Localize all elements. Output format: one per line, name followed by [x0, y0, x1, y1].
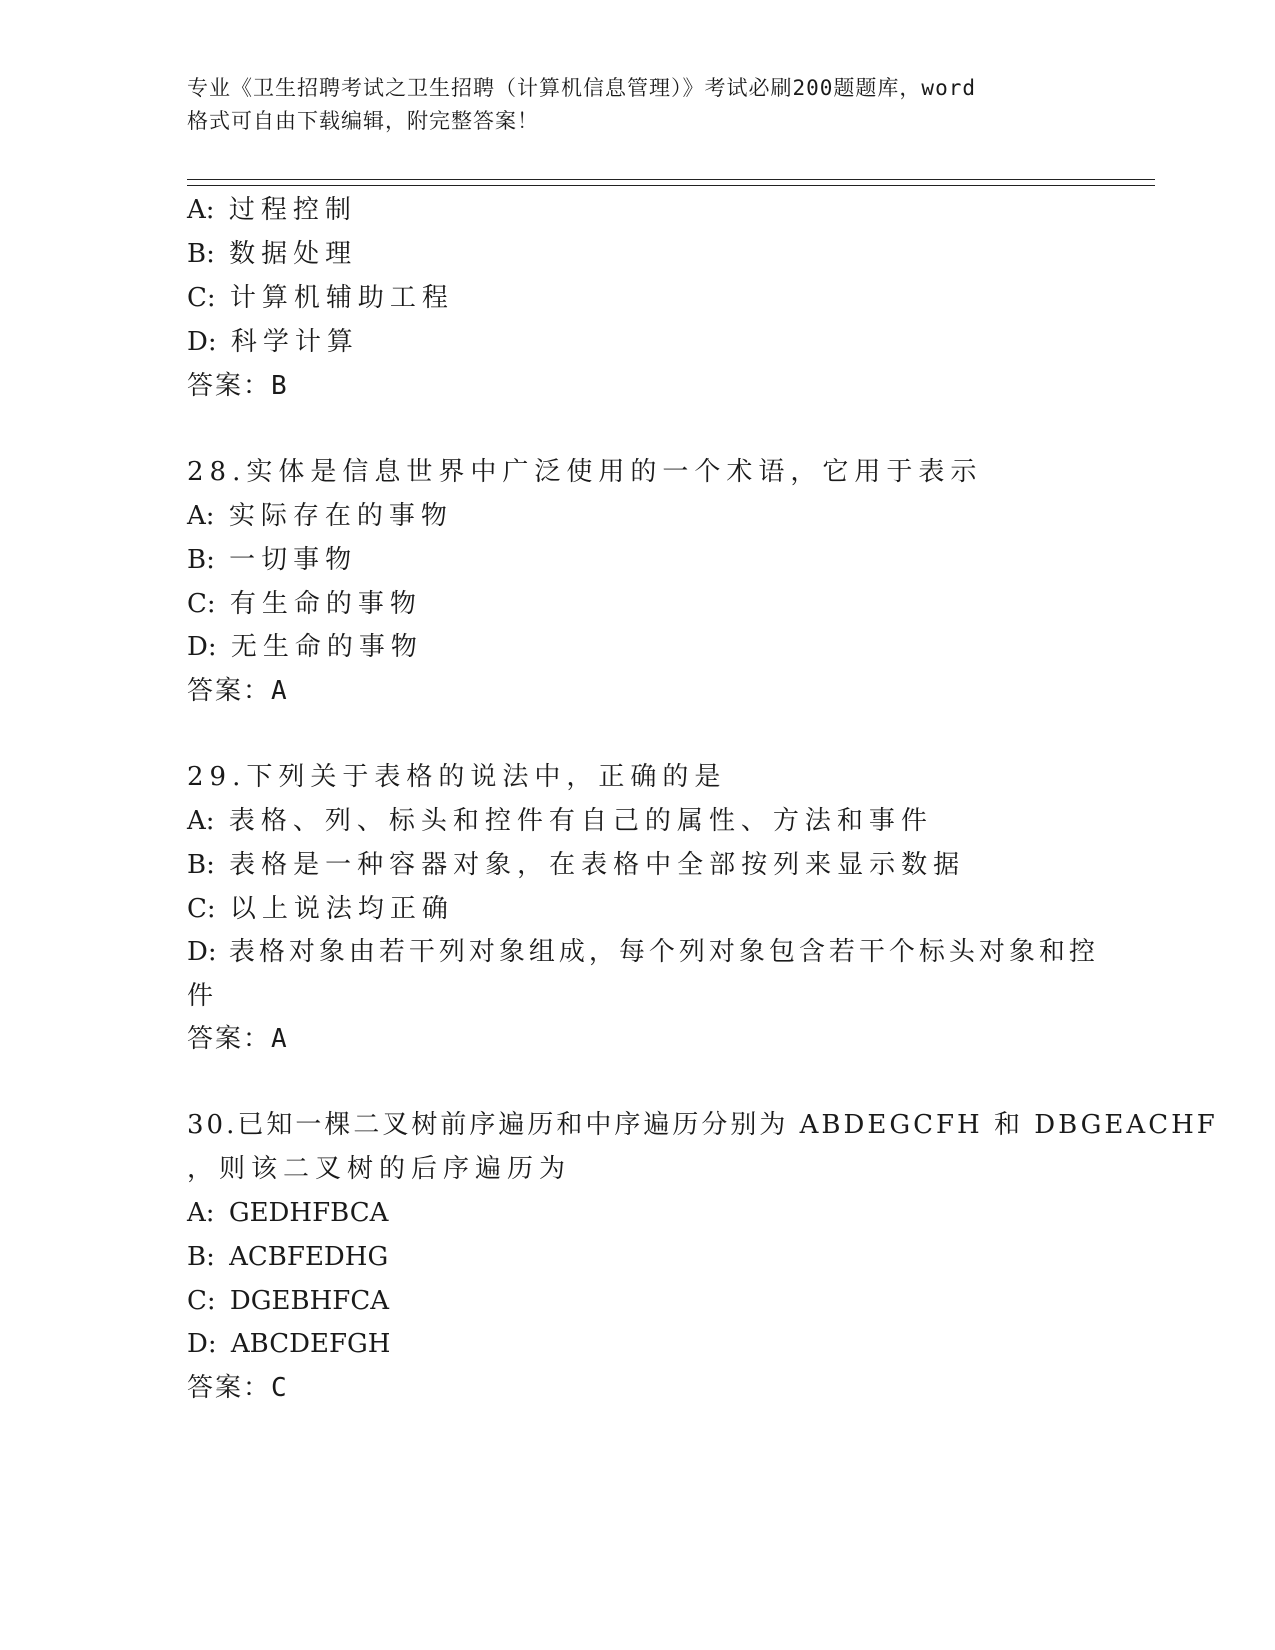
document-title [187, 72, 1097, 138]
title-line-2: 格式可自由下载编辑，附完整答案！ [187, 109, 539, 133]
question-30: 30.已知一棵二叉树前序遍历和中序遍历分别为 ABDEGCFH 和 DBGEACHF [187, 1110, 1218, 1140]
answer-line: 答案：B [187, 371, 287, 401]
question-29: 29.下列关于表格的说法中，正确的是 [187, 762, 727, 792]
option-b: B: 一切事物 [187, 545, 358, 575]
option-d: D: 无生命的事物 [187, 632, 423, 662]
option-a: A: 表格、列、标头和控件有自己的属性、方法和事件 [187, 806, 933, 836]
option-c: C: 计算机辅助工程 [187, 283, 454, 313]
option-b: B: 数据处理 [187, 239, 358, 269]
option-c: C: 有生命的事物 [187, 589, 422, 619]
option-d-continuation: 件 [187, 981, 220, 1011]
answer-line: 答案：A [187, 1024, 287, 1054]
option-d: D: 科学计算 [187, 327, 359, 357]
title-line-1: 专业《卫生招聘考试之卫生招聘（计算机信息管理）》考试必刷200题题库，word [187, 76, 976, 100]
answer-value: B [271, 371, 287, 401]
question-30-continuation: ，则该二叉树的后序遍历为 [187, 1154, 572, 1184]
answer-value: A [271, 1024, 287, 1054]
option-a: A: 过程控制 [187, 195, 357, 225]
title-divider-top [187, 179, 1155, 180]
answer-line: 答案：C [187, 1373, 287, 1403]
option-d: D: 表格对象由若干列对象组成，每个列对象包含若干个标头对象和控 [187, 937, 1099, 967]
answer-value: C [271, 1373, 287, 1403]
option-c: C: 以上说法均正确 [187, 894, 454, 924]
option-a: A: 实际存在的事物 [187, 501, 453, 531]
option-d: D: ABCDEFGH [187, 1329, 391, 1359]
question-28: 28.实体是信息世界中广泛使用的一个术语，它用于表示 [187, 457, 983, 487]
option-b: B: ACBFEDHG [187, 1242, 389, 1272]
option-c: C: DGEBHFCA [187, 1286, 390, 1316]
option-b: B: 表格是一种容器对象，在表格中全部按列来显示数据 [187, 850, 966, 880]
answer-line: 答案：A [187, 676, 287, 706]
answer-value: A [271, 676, 287, 706]
title-divider-bottom [187, 185, 1155, 186]
option-a: A: GEDHFBCA [187, 1198, 389, 1228]
